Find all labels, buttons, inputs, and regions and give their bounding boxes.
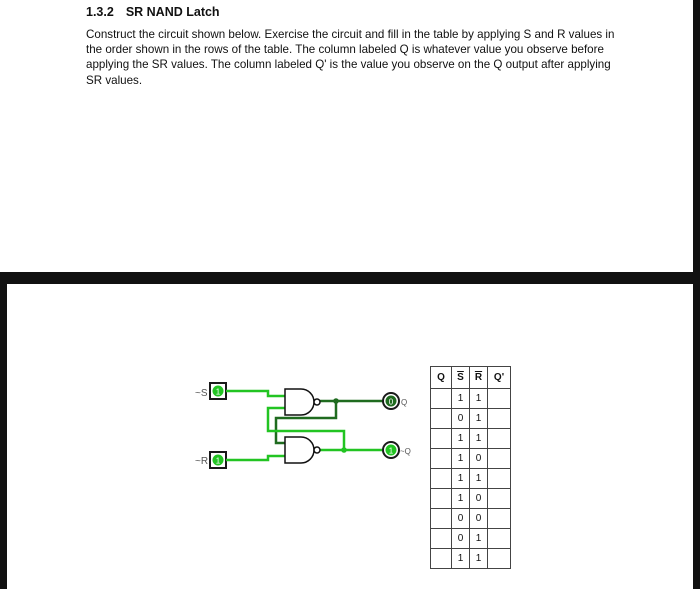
q-prime-cell[interactable] [488, 429, 511, 449]
q-prime-cell[interactable] [488, 509, 511, 529]
r-cell: 0 [470, 489, 488, 509]
header-q: Q [431, 367, 452, 389]
q-cell[interactable] [431, 509, 452, 529]
r-cell: 1 [470, 529, 488, 549]
s-cell: 1 [452, 389, 470, 409]
s-cell: 1 [452, 429, 470, 449]
truth-table [430, 366, 511, 569]
table-row [431, 429, 511, 449]
q-cell[interactable] [431, 489, 452, 509]
q-prime-cell[interactable] [488, 489, 511, 509]
output-nq-pin [383, 442, 399, 458]
nand-gate-top [285, 389, 320, 415]
table-row [431, 449, 511, 469]
input-r-label: ~R [195, 456, 209, 467]
header-s [452, 367, 470, 389]
nand-gate-bottom [285, 437, 320, 463]
r-cell: 1 [470, 469, 488, 489]
r-cell: 1 [470, 409, 488, 429]
header-q-prime: Q' [488, 367, 511, 389]
output-q-pin [383, 393, 399, 409]
q-prime-cell[interactable] [488, 389, 511, 409]
s-cell: 0 [452, 529, 470, 549]
table-row [431, 409, 511, 429]
output-nq-label: ~Q [400, 447, 411, 456]
r-cell: 1 [470, 549, 488, 569]
q-prime-cell[interactable] [488, 469, 511, 489]
output-nq-value: 1 [388, 446, 394, 456]
s-cell: 1 [452, 549, 470, 569]
input-r-value: 1 [215, 456, 221, 466]
instructions-paragraph: Construct the circuit shown below. Exercise the circuit and fill in the table by applying S and R values in the order shown in the rows of the table. The column labeled Q is whatever value you observe before applying the SR values. The column labeled Q' is the value you observe on the Q output after applying SR values. [86, 28, 615, 87]
q-cell[interactable] [431, 449, 452, 469]
q-cell[interactable] [431, 389, 452, 409]
q-cell[interactable] [431, 409, 452, 429]
q-cell[interactable] [431, 469, 452, 489]
table-row [431, 389, 511, 409]
r-cell: 0 [470, 449, 488, 469]
q-prime-cell[interactable] [488, 549, 511, 569]
s-cell: 1 [452, 469, 470, 489]
s-cell: 0 [452, 509, 470, 529]
q-cell[interactable] [431, 549, 452, 569]
input-r-pin[interactable] [210, 452, 226, 468]
r-cell: 1 [470, 429, 488, 449]
q-prime-cell[interactable] [488, 529, 511, 549]
table-row [431, 489, 511, 509]
s-cell: 1 [452, 489, 470, 509]
input-s-value: 1 [215, 387, 221, 397]
q-prime-cell[interactable] [488, 449, 511, 469]
input-s-label: ~S [195, 388, 208, 399]
table-row [431, 529, 511, 549]
r-cell: 0 [470, 509, 488, 529]
table-row [431, 469, 511, 489]
header-r-text: $\overline{R}$ [474, 372, 483, 383]
q-cell[interactable] [431, 429, 452, 449]
r-cell: 1 [470, 389, 488, 409]
truth-table-header [431, 367, 511, 389]
header-r [470, 367, 488, 389]
s-cell: 0 [452, 409, 470, 429]
q-cell[interactable] [431, 529, 452, 549]
input-s-pin[interactable] [210, 383, 226, 399]
q-prime-cell[interactable] [488, 409, 511, 429]
table-row [431, 509, 511, 529]
output-q-value: 0 [388, 397, 394, 407]
section-title: SR NAND Latch [125, 5, 220, 19]
s-cell: 1 [452, 449, 470, 469]
section-number: 1.3.2 [86, 5, 114, 19]
output-q-label: Q [401, 398, 408, 407]
header-s-text: $\overline{S}$ [457, 372, 464, 383]
table-row [431, 549, 511, 569]
